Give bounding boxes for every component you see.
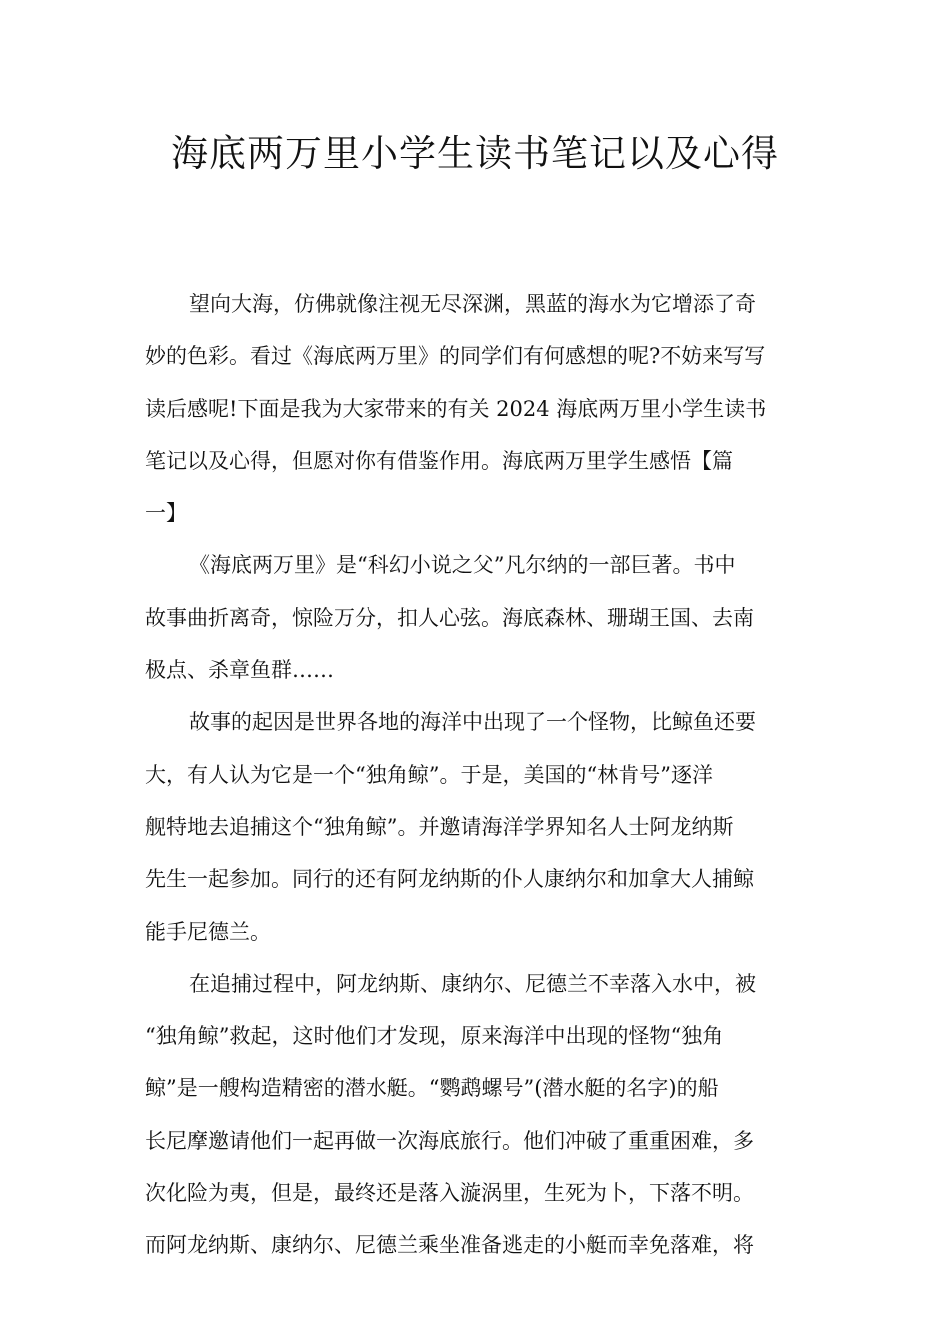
text-line: 望向大海，仿佛就像注视无尽深渊，黑蓝的海水为它增添了奇 (189, 292, 756, 316)
text-line: 而阿龙纳斯、康纳尔、尼德兰乘坐准备逃走的小艇而幸免落难，将 (145, 1233, 754, 1258)
text-line: 大，有人认为它是一个“独角鲸”。于是，美国的“林肯号”逐洋 (145, 762, 713, 787)
text-line: 次化险为夷，但是，最终还是落入漩涡里，生死为卜，下落不明。 (145, 1181, 754, 1206)
text-line: 能手尼德兰。 (145, 919, 271, 944)
document-title: 海底两万里小学生读书笔记以及心得 (171, 132, 779, 175)
text-line: 妙的色彩。看过《海底两万里》的同学们有何感想的呢?不妨来写写 (145, 344, 766, 369)
paragraph-story-process (145, 958, 809, 1272)
paragraph-book-intro (145, 539, 809, 696)
text-line: 舰特地去追捕这个“独角鲸”。并邀请海洋学界知名人士阿龙纳斯 (145, 814, 734, 839)
paragraph-story-cause (145, 696, 809, 957)
text-line: 一】 (145, 501, 187, 526)
text-line: 先生一起参加。同行的还有阿龙纳斯的仆人康纳尔和加拿大人捕鲸 (145, 867, 754, 892)
text-line: 笔记以及心得，但愿对你有借鉴作用。海底两万里学生感悟【篇 (145, 448, 733, 473)
text-line: 极点、杀章鱼群…… (145, 658, 334, 683)
text-line: 《海底两万里》是“科幻小说之父”凡尔纳的一部巨著。书中 (189, 553, 736, 578)
text-line: 故事的起因是世界各地的海洋中出现了一个怪物，比鲸鱼还要 (189, 710, 756, 735)
document-body (145, 278, 809, 1272)
text-line: 读后感呢!下面是我为大家带来的有关 2024 海底两万里小学生读书 (145, 396, 767, 421)
text-line: “独角鲸”救起，这时他们才发现，原来海洋中出现的怪物“独角 (145, 1024, 724, 1049)
paragraph-intro (145, 278, 809, 539)
text-line: 长尼摩邀请他们一起再做一次海底旅行。他们冲破了重重困难，多 (145, 1128, 754, 1153)
text-line: 鲸”是一艘构造精密的潜水艇。“鹦鹉螺号”(潜水艇的名字)的船 (145, 1076, 719, 1101)
text-line: 在追捕过程中，阿龙纳斯、康纳尔、尼德兰不幸落入水中，被 (189, 971, 756, 996)
text-line: 故事曲折离奇，惊险万分，扣人心弦。海底森林、珊瑚王国、去南 (145, 605, 754, 630)
